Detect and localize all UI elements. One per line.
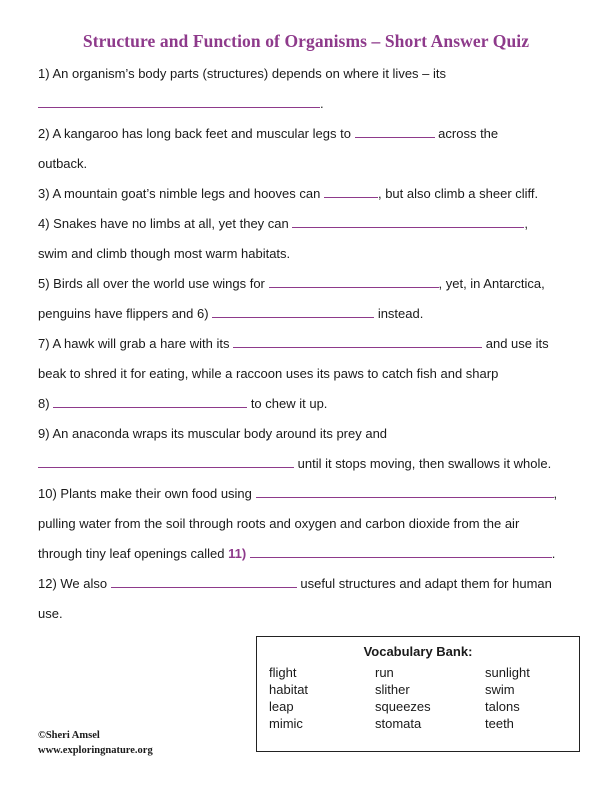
answer-blank-11[interactable] [250, 546, 552, 558]
question-10-cont [38, 516, 519, 532]
vocab-word: mimic [269, 716, 303, 731]
question-text: across the [438, 126, 499, 141]
answer-blank-5[interactable] [269, 276, 439, 288]
vocab-word: slither [375, 682, 410, 697]
question-text: use. [38, 606, 63, 621]
vocab-word: stomata [375, 716, 422, 731]
vocab-word: run [375, 665, 394, 680]
question-text: , [553, 486, 558, 501]
question-7 [38, 336, 549, 352]
question-text: outback. [38, 156, 88, 171]
question-text: . [551, 546, 556, 561]
vocab-word: talons [485, 699, 520, 714]
vocab-word: habitat [269, 682, 309, 697]
question-9-answer-line [38, 456, 551, 472]
question-text: beak to shred it for eating, while a raccoon uses its paws to catch fish and sharp [38, 366, 499, 381]
question-text: instead. [377, 306, 424, 321]
question-text: 12) We also [38, 576, 108, 591]
answer-blank-12[interactable] [111, 576, 297, 588]
question-1-answer-line [38, 96, 324, 112]
question-text: 2) A kangaroo has long back feet and muscular legs to [38, 126, 351, 141]
question-11 [38, 546, 555, 562]
question-text: through tiny leaf openings called [38, 546, 225, 561]
question-text: 10) Plants make their own food using [38, 486, 252, 501]
vocab-word: leap [269, 699, 294, 714]
question-text: 8) [38, 396, 50, 411]
vocab-word: flight [269, 665, 297, 680]
question-2 [38, 126, 498, 142]
question-text: 4) Snakes have no limbs at all, yet they can [38, 216, 289, 231]
vocab-word: swim [485, 682, 515, 697]
question-5 [38, 276, 545, 292]
question-text: 3) A mountain goat’s nimble legs and hooves can [38, 186, 321, 201]
question-text: pulling water from the soil through roots and oxygen and carbon dioxide from the air [38, 516, 520, 531]
question-number-11: 11) [228, 546, 247, 561]
vocabulary-bank-title: Vocabulary Bank: [363, 644, 473, 659]
question-12-cont [38, 606, 63, 622]
question-text: to chew it up. [250, 396, 328, 411]
question-text: 5) Birds all over the world use wings for [38, 276, 265, 291]
vocabulary-bank [256, 636, 580, 752]
vocab-word: teeth [485, 716, 514, 731]
question-text: . [320, 96, 324, 111]
question-text: and use its [485, 336, 549, 351]
question-text: useful structures and adapt them for human [300, 576, 552, 591]
question-4-cont [38, 246, 290, 262]
question-text: 7) A hawk will grab a hare with its [38, 336, 230, 351]
answer-blank-7[interactable] [233, 336, 482, 348]
answer-blank-2[interactable] [355, 126, 435, 138]
question-text: until it stops moving, then swallows it whole. [297, 456, 552, 471]
question-text: 1) An organism’s body parts (structures) depends on where it lives – its [38, 66, 447, 81]
question-text: swim and climb though most warm habitats. [38, 246, 291, 261]
page-title: Structure and Function of Organisms – Short Answer Quiz [82, 31, 530, 51]
answer-blank-3[interactable] [324, 186, 378, 198]
answer-blank-6[interactable] [212, 306, 374, 318]
question-10 [38, 486, 557, 502]
question-7-cont [38, 366, 498, 382]
vocab-word: sunlight [485, 665, 530, 680]
question-text: , [524, 216, 528, 231]
answer-blank-10[interactable] [256, 486, 554, 498]
question-text: 9) An anaconda wraps its muscular body around its prey and [38, 426, 388, 441]
question-4 [38, 216, 528, 232]
question-8 [38, 396, 327, 412]
answer-blank-8[interactable] [53, 396, 247, 408]
question-text: penguins have flippers and 6) [38, 306, 209, 321]
question-3 [38, 186, 538, 202]
answer-blank-1[interactable] [38, 96, 320, 108]
question-1 [38, 66, 446, 82]
question-9 [38, 426, 387, 442]
copyright: ©Sheri Amsel [38, 730, 100, 741]
question-text: , yet, in Antarctica, [438, 276, 545, 291]
answer-blank-4[interactable] [292, 216, 524, 228]
question-12 [38, 576, 552, 592]
question-6 [38, 306, 423, 322]
answer-blank-9[interactable] [38, 456, 294, 468]
vocab-word: squeezes [375, 699, 431, 714]
question-2-cont [38, 156, 87, 172]
website-link[interactable]: www.exploringnature.org [38, 745, 153, 756]
question-text: , but also climb a sheer cliff. [377, 186, 539, 201]
